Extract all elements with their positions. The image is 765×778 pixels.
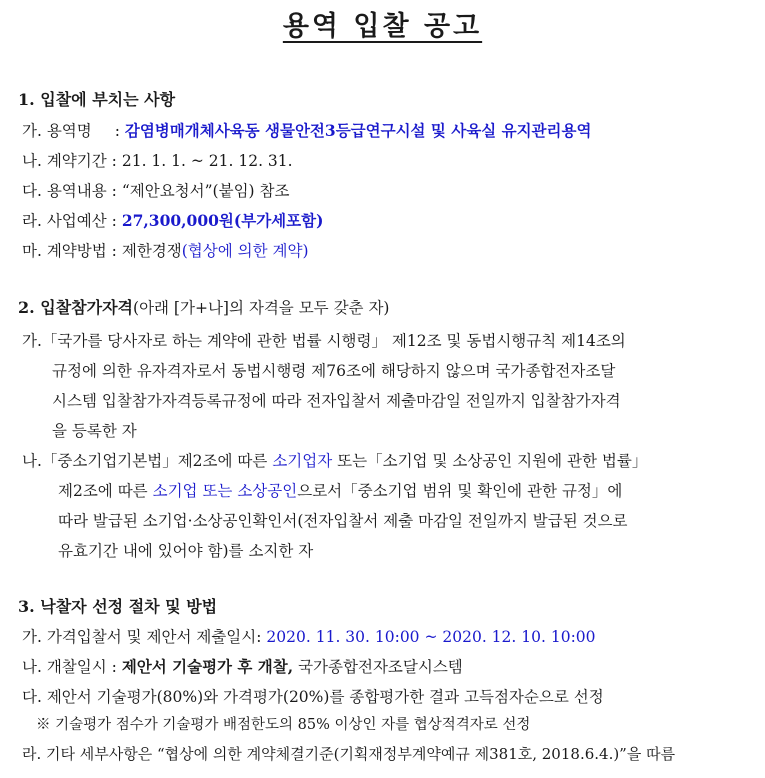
s2-na-line-2: 제2조에 따른 소기업 또는 소상공인으로서「중소기업 범위 및 확인에 관한 규정」에 [58,482,623,500]
s1-row-service-content: 다. 용역내용 : “제안요청서”(붙임) 참조 [22,182,290,200]
s2-ga-line-1: 가.「국가를 당사자로 하는 계약에 관한 법률 시행령」 제12조 및 동법시행규칙 제14조의 [22,332,626,350]
s1-row-service-name: 가. 용역명 : 감염병매개체사육동 생물안전3등급연구시설 및 사육실 유지관리용역 [22,121,592,140]
section-2-heading: 2. 입찰참가자격(아래 [가+나]의 자격을 모두 갖춘 자) [18,298,390,317]
s1-row-contract-period: 나. 계약기간 : 21. 1. 1. ~ 21. 12. 31. [22,152,293,170]
s3-na-opening: 나. 개찰일시 : 제안서 기술평가 후 개찰, 국가종합전자조달시스템 [22,657,463,676]
page-title: 용역 입찰 공고 [282,11,483,42]
section-1-heading: 1. 입찰에 부치는 사항 [18,90,176,109]
section-3-heading: 3. 낙찰자 선정 절차 및 방법 [18,597,218,616]
s3-ra-other: 라. 기타 세부사항은 “협상에 의한 계약체결기준(기획재정부계약예규 제381호, 2018.6.4.)”을 따름 [22,745,676,763]
s3-note: ※ 기술평가 점수가 기술평가 배점한도의 85% 이상인 자를 협상적격자로 선정 [36,717,531,733]
s2-na-line-1: 나.「중소기업기본법」제2조에 따른 소기업자 또는「소기업 및 소상공인 지원에 관한 법률」 [22,452,648,470]
s2-ga-line-4: 을 등록한 자 [52,422,137,440]
s1-row-budget: 라. 사업예산 : 27,300,000원(부가세포함) [22,211,324,230]
s3-ga-submission: 가. 가격입찰서 및 제안서 제출일시: 2020. 11. 30. 10:00 ~ 2020. 12. 10. 10:00 [22,628,596,646]
s2-na-line-4: 유효기간 내에 있어야 함)를 소지한 자 [58,542,314,560]
s3-da-evaluation: 다. 제안서 기술평가(80%)와 가격평가(20%)를 종합평가한 결과 고득점자순으로 선정 [22,688,604,706]
s2-ga-line-2: 규정에 의한 유자격자로서 동법시행령 제76조에 해당하지 않으며 국가종합전자조달 [52,362,616,380]
s2-na-line-3: 따라 발급된 소기업·소상공인확인서(전자입찰서 제출 마감일 전일까지 발급된 것으로 [58,512,628,530]
s1-row-contract-method: 마. 계약방법 : 제한경쟁(협상에 의한 계약) [22,242,309,260]
s2-ga-line-3: 시스템 입찰참가자격등록규정에 따라 전자입찰서 제출마감일 전일까지 입찰참가자격 [52,392,621,410]
